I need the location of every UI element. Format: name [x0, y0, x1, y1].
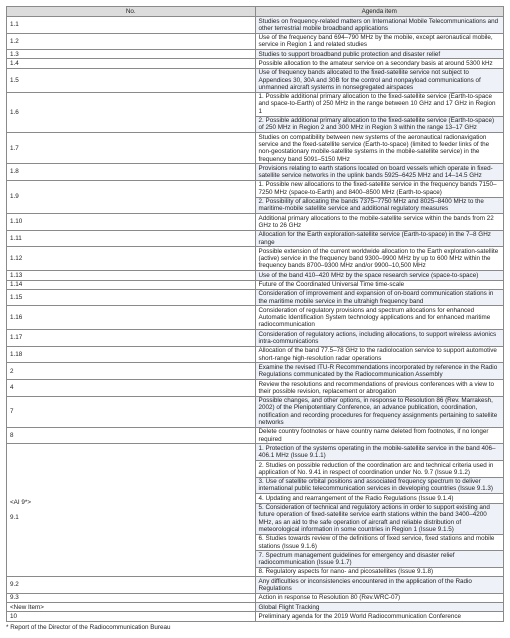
table-header-row	[7, 7, 504, 17]
table-row	[7, 164, 504, 181]
agenda-number-cell: 1.15	[7, 289, 256, 306]
table-row	[7, 444, 504, 461]
table-row	[7, 603, 504, 612]
footnote: * Report of the Director of the Radiocommunication Bureau	[6, 624, 171, 631]
agenda-item-cell: 5. Consideration of technical and regulatory actions in order to support existing and future operation of fixed-satellite service earth stations within the band 3400–4200 MHz, as an aid to the safe operation of aircraft and reliable distribution of meteorological information in some countries in Region 1 (Issue 9.1.5)	[255, 503, 504, 534]
table-row	[7, 214, 504, 231]
agenda-item-cell: Allocation for the Earth exploration-satellite service (Earth-to-space) in the 7–8 GHz range	[255, 230, 504, 247]
agenda-item-cell: Future of the Coordinated Universal Time time-scale	[255, 280, 504, 289]
agenda-item-cell: 1. Possible additional primary allocation to the fixed-satellite service (Earth-to-space and space-to-Earth) of 250 MHz in the range between 10 GHz and 17 GHz in Region 1	[255, 92, 504, 116]
agenda-item-cell: Studies to support broadband public protection and disaster relief	[255, 50, 504, 59]
table-row	[7, 280, 504, 289]
agenda-item-cell: 1. Possible new allocations to the fixed-satellite service in the frequency bands 7150–7250 MHz (space-to-Earth) and 8400–8500 MHz (Earth-to-space)	[255, 180, 504, 197]
table-row	[7, 330, 504, 347]
agenda-number-cell: 7	[7, 396, 256, 427]
agenda-item-cell: Provisions relating to earth stations located on board vessels which operate in fixed-satellite service networks in the uplink bands 5925–6425 MHz and 14–14.5 GHz	[255, 164, 504, 181]
table-row	[7, 92, 504, 116]
agenda-number-cell: 1.5	[7, 68, 256, 92]
agenda-item-cell: Examine the revised ITU-R Recommendations incorporated by reference in the Radio Regulations communicated by the Radiocommunication Assembly	[255, 363, 504, 380]
agenda-item-cell: Studies on frequency-related matters on International Mobile Telecommunications and other terrestrial mobile broadband applications	[255, 17, 504, 34]
agenda-number-cell: 1.16	[7, 306, 256, 330]
agenda-item-cell: 3. Use of satellite orbital positions and associated frequency spectrum to deliver international public telecommunication services in developing countries (Issue 9.1.3)	[255, 477, 504, 494]
agenda-item-cell: Any difficulties or inconsistencies encountered in the application of the Radio Regulations	[255, 577, 504, 594]
agenda-number-cell: <AI 9*> 9.1	[7, 444, 256, 577]
agenda-item-cell: Use of frequency bands allocated to the fixed-satellite service not subject to Appendices 30, 30A and 30B for the control and nonpayload communications of unmanned aircraft systems in nonsegregated airspaces	[255, 68, 504, 92]
table-row	[7, 577, 504, 594]
agenda-number-cell: 1.3	[7, 50, 256, 59]
agenda-item-cell: 1. Protection of the systems operating in the mobile-satellite service in the band 406–406.1 MHz (Issue 9.1.1)	[255, 444, 504, 461]
agenda-number-cell: 10	[7, 612, 256, 621]
agenda-number-cell: 9.3	[7, 593, 256, 602]
table-row	[7, 271, 504, 280]
table-row	[7, 306, 504, 330]
agenda-item-cell: 2. Possible additional primary allocation to the fixed-satellite service (Earth-to-space) of 250 MHz in Region 2 and 300 MHz in Region 3 within the range 13–17 GHz	[255, 116, 504, 133]
table-row	[7, 593, 504, 602]
table-row	[7, 17, 504, 34]
agenda-item-cell: Consideration of regulatory actions, including allocations, to support wireless avionics intra-communications	[255, 330, 504, 347]
agenda-table-container	[6, 6, 504, 622]
agenda-number-cell: 1.18	[7, 346, 256, 363]
agenda-number-cell: 1.8	[7, 164, 256, 181]
agenda-item-cell: 2. Possibility of allocating the bands 7375–7750 MHz and 8025–8400 MHz to the maritime-mobile satellite service and additional regulatory measures	[255, 197, 504, 214]
agenda-number-cell: 1.11	[7, 230, 256, 247]
agenda-item-cell: Allocation of the band 77.5–78 GHz to the radiolocation service to support automotive short-range high-resolution radar operations	[255, 346, 504, 363]
agenda-item-cell: Use of the frequency band 694–790 MHz by the mobile, except aeronautical mobile, service in Region 1 and related studies	[255, 33, 504, 50]
agenda-number-cell: 1.7	[7, 133, 256, 164]
table-row	[7, 133, 504, 164]
agenda-item-cell: 6. Studies towards review of the definitions of fixed service, fixed stations and mobile stations (Issue 9.1.6)	[255, 534, 504, 551]
table-row	[7, 346, 504, 363]
agenda-number-cell: 1.4	[7, 59, 256, 68]
agenda-item-cell: Possible allocation to the amateur service on a secondary basis at around 5300 kHz	[255, 59, 504, 68]
agenda-item-cell: Global Flight Tracking	[255, 603, 504, 612]
table-row	[7, 230, 504, 247]
agenda-item-cell: Studies on compatibility between new systems of the aeronautical radionavigation service and the fixed-satellite service (Earth-to-space) (limited to feeder links of the non-geostationary mobile-satellite systems in the mobile-satellite service) in the frequency band 5091–5150 MHz	[255, 133, 504, 164]
agenda-item-cell: Preliminary agenda for the 2019 World Radiocommunication Conference	[255, 612, 504, 621]
table-row	[7, 363, 504, 380]
agenda-item-cell: Review the resolutions and recommendations of previous conferences with a view to their possible revision, replacement or abrogation	[255, 380, 504, 397]
table-row	[7, 180, 504, 197]
agenda-number-cell: 8	[7, 427, 256, 444]
agenda-number-cell: 1.1	[7, 17, 256, 34]
agenda-item-cell: Delete country footnotes or have country name deleted from footnotes, if no longer required	[255, 427, 504, 444]
agenda-item-cell: 8. Regulatory aspects for nano- and picosatellites (Issue 9.1.8)	[255, 567, 504, 576]
table-row	[7, 396, 504, 427]
table-row	[7, 612, 504, 621]
agenda-item-cell: 4. Updating and rearrangement of the Radio Regulations (Issue 9.1.4)	[255, 494, 504, 503]
agenda-number-cell: 1.2	[7, 33, 256, 50]
agenda-number-cell: 1.13	[7, 271, 256, 280]
agenda-number-cell: 1.6	[7, 92, 256, 132]
agenda-table-body	[7, 17, 504, 622]
agenda-item-cell: Additional primary allocations to the mobile-satellite service within the bands from 22 GHz to 26 GHz	[255, 214, 504, 231]
header-no: No.	[7, 7, 256, 17]
agenda-item-cell: Possible extension of the current worldwide allocation to the Earth exploration-satellite (active) service in the frequency band 9300–9900 MHz by up to 600 MHz within the frequency bands 8700–9300 MHz and/or 9900–10,500 MHz	[255, 247, 504, 271]
table-row	[7, 289, 504, 306]
agenda-item-cell: Consideration of improvement and expansion of on-board communication stations in the maritime mobile service in the ultrahigh frequency band	[255, 289, 504, 306]
agenda-number-cell: 1.12	[7, 247, 256, 271]
table-row	[7, 68, 504, 92]
table-row	[7, 427, 504, 444]
agenda-item-cell: Action in response to Resolution 80 (Rev.WRC-07)	[255, 593, 504, 602]
agenda-table	[6, 6, 504, 622]
table-row	[7, 247, 504, 271]
table-row	[7, 380, 504, 397]
table-row	[7, 50, 504, 59]
agenda-item-cell: Consideration of regulatory provisions and spectrum allocations for enhanced Automatic Identification System technology applications and for enhanced maritime radiocommunication	[255, 306, 504, 330]
agenda-number-cell: 1.17	[7, 330, 256, 347]
agenda-item-cell: Use of the band 410–420 MHz by the space research service (space-to-space)	[255, 271, 504, 280]
agenda-number-cell: 9.2	[7, 577, 256, 594]
agenda-number-cell: <New Item>	[7, 603, 256, 612]
agenda-number-cell: 1.9	[7, 180, 256, 213]
table-row	[7, 59, 504, 68]
agenda-number-cell: 4	[7, 380, 256, 397]
header-agenda-item: Agenda item	[255, 7, 504, 17]
agenda-number-cell: 1.14	[7, 280, 256, 289]
agenda-item-cell: 7. Spectrum management guidelines for emergency and disaster relief radiocommunication (Issue 9.1.7)	[255, 551, 504, 568]
agenda-number-cell: 2	[7, 363, 256, 380]
table-row	[7, 33, 504, 50]
agenda-item-cell: Possible changes, and other options, in response to Resolution 86 (Rev. Marrakesh, 2002) of the Plenipotentiary Conference, an advance publication, coordination, notification and recording procedures for frequency assignments pertaining to satellite networks	[255, 396, 504, 427]
agenda-item-cell: 2. Studies on possible reduction of the coordination arc and technical criteria used in application of No. 9.41 in respect of coordination under No. 9.7 (Issue 9.1.2)	[255, 461, 504, 478]
agenda-number-cell: 1.10	[7, 214, 256, 231]
